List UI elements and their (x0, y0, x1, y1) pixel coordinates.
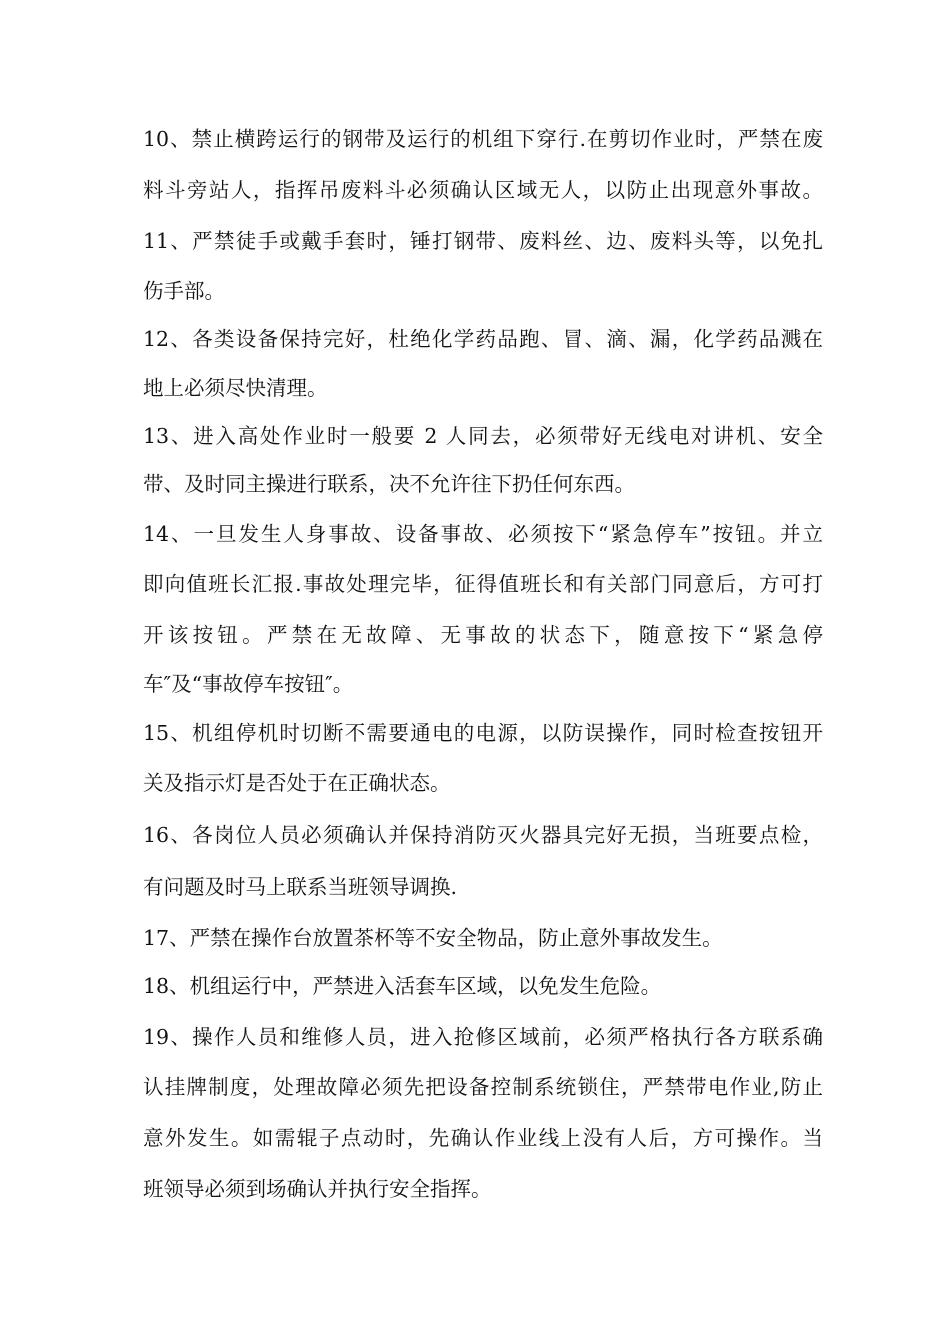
rule-19-line-2: 认挂牌制度，处理故障必须先把设备控制系统锁住，严禁带电作业,防止 (143, 1075, 823, 1099)
rule-10-line-2: 料斗旁站人，指挥吊废料斗必须确认区域无人，以防止出现意外事故。 (143, 178, 823, 202)
rule-11-line-1: 11、严禁徒手或戴手套时，锤打钢带、废料丝、边、废料头等，以免扎 (143, 229, 823, 253)
rule-14-line-4: 车″及“事故停车按钮″。 (143, 672, 354, 696)
rule-18: 18、机组运行中，严禁进入活套车区域，以免发生危险。 (143, 974, 662, 998)
rule-19-line-1: 19、操作人员和维修人员，进入抢修区域前，必须严格执行各方联系确 (143, 1025, 823, 1049)
rule-14-line-1: 14、一旦发生人身事故、设备事故、必须按下“紧急停车”按钮。并立 (143, 522, 823, 546)
rule-12-line-2: 地上必须尽快清理。 (143, 376, 328, 400)
rule-16-line-1: 16、各岗位人员必须确认并保持消防灭火器具完好无损，当班要点检， (143, 823, 823, 847)
rule-17: 17、严禁在操作台放置茶杯等不安全物品，防止意外事故发生。 (143, 926, 723, 950)
rule-16-line-2: 有问题及时马上联系当班领导调换. (143, 875, 458, 899)
rule-14-line-2: 即向值班长汇报.事故处理完毕，征得值班长和有关部门同意后，方可打 (143, 572, 823, 596)
rule-11-line-2: 伤手部。 (143, 279, 225, 303)
rule-12-line-1: 12、各类设备保持完好，杜绝化学药品跑、冒、滴、漏，化学药品溅在 (143, 327, 823, 351)
rule-15-line-1: 15、机组停机时切断不需要通电的电源，以防误操作，同时检查按钮开 (143, 721, 823, 745)
rule-19-line-3: 意外发生。如需辊子点动时，先确认作业线上没有人后，方可操作。当 (143, 1126, 823, 1150)
rule-13-line-1: 13、进入高处作业时一般要 2 人同去，必须带好无线电对讲机、安全 (143, 424, 823, 448)
rule-19-line-4: 班领导必须到场确认并执行安全指挥。 (143, 1177, 492, 1201)
rule-14-line-3: 开该按钮。严禁在无故障、无事故的状态下，随意按下“紧急停 (143, 623, 823, 647)
rule-15-line-2: 关及指示灯是否处于在正确状态。 (143, 771, 451, 795)
rule-10-line-1: 10、禁止横跨运行的钢带及运行的机组下穿行.在剪切作业时，严禁在废 (143, 127, 823, 151)
rule-13-line-2: 带、及时同主操进行联系，决不允许往下扔任何东西。 (143, 472, 635, 496)
